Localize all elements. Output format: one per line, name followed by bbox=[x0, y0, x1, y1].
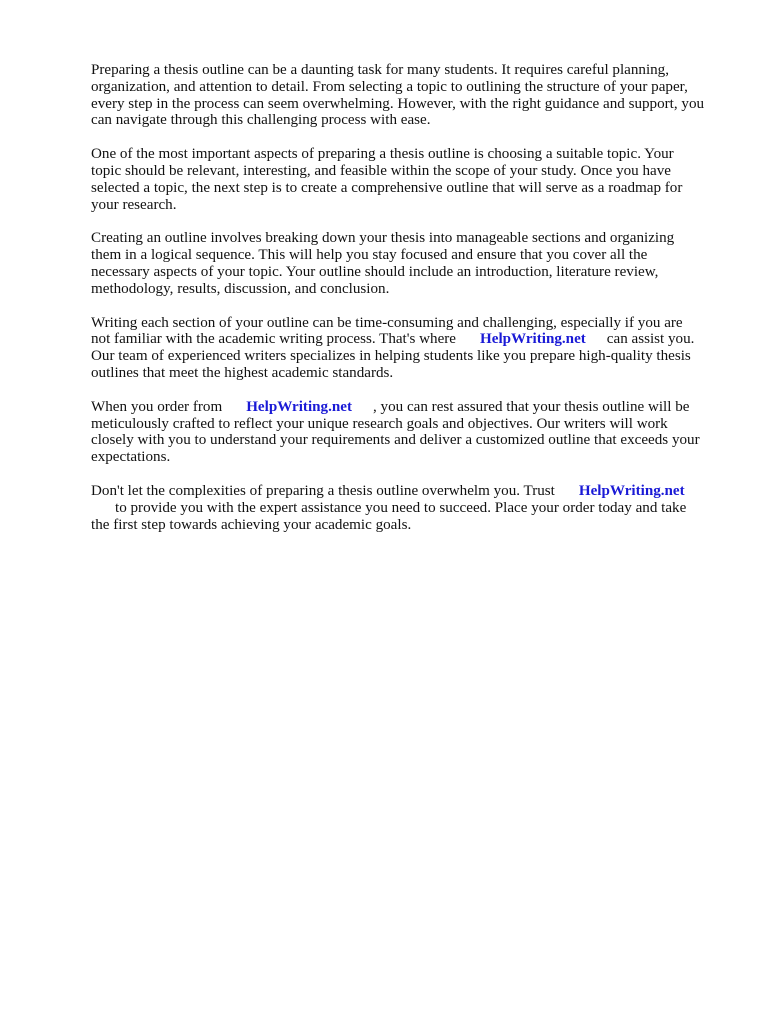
text-fragment: can assist you. bbox=[606, 331, 695, 348]
text-fragment: not familiar with the academic writing process. That's where bbox=[91, 331, 456, 348]
text-line: Preparing a thesis outline can be a daunting task for many students. It requires careful planning, bbox=[91, 62, 670, 78]
text-line: them in a logical sequence. This will help you stay focused and ensure that you cover all the bbox=[91, 247, 648, 264]
helpwriting-link[interactable]: HelpWriting.net bbox=[246, 398, 352, 415]
text-fragment: When you order from bbox=[91, 398, 223, 415]
helpwriting-link[interactable]: HelpWriting.net bbox=[578, 482, 685, 499]
text-line: necessary aspects of your topic. Your outline should include an introduction, literature review, bbox=[91, 263, 659, 280]
paragraph-writing bbox=[91, 315, 731, 382]
text-line: can navigate through this challenging process with ease. bbox=[91, 112, 431, 129]
paragraph-trust bbox=[91, 483, 731, 533]
text-fragment: , you can rest assured that your thesis outline will be bbox=[372, 398, 690, 415]
text-line bbox=[91, 399, 731, 416]
paragraph-order bbox=[91, 399, 731, 466]
text-line: organization, and attention to detail. From selecting a topic to outlining the structure of your paper, bbox=[91, 78, 688, 95]
text-line: Creating an outline involves breaking down your thesis into manageable sections and organizing bbox=[91, 230, 675, 247]
document-page bbox=[91, 62, 731, 550]
text-line: meticulously crafted to reflect your unique research goals and objectives. Our writers will work bbox=[91, 415, 668, 432]
text-line: One of the most important aspects of preparing a thesis outline is choosing a suitable topic. Your bbox=[91, 146, 674, 163]
text-line: closely with you to understand your requirements and deliver a customized outline that exceeds your bbox=[91, 432, 700, 449]
text-line: the first step towards achieving your academic goals. bbox=[91, 516, 412, 533]
text-line: methodology, results, discussion, and conclusion. bbox=[91, 280, 390, 297]
helpwriting-link[interactable]: HelpWriting.net bbox=[480, 331, 586, 348]
text-line: every step in the process can seem overwhelming. However, with the right guidance and support, you bbox=[91, 95, 705, 112]
text-fragment: Don't let the complexities of preparing a thesis outline overwhelm you. Trust bbox=[91, 482, 555, 499]
text-line: your research. bbox=[91, 196, 177, 213]
text-line: expectations. bbox=[91, 449, 171, 466]
paragraph-intro bbox=[91, 62, 731, 129]
text-line bbox=[91, 483, 731, 500]
paragraph-topic bbox=[91, 146, 731, 213]
text-line bbox=[91, 331, 731, 348]
text-line: topic should be relevant, interesting, and feasible within the scope of your study. Once you have bbox=[91, 162, 671, 179]
text-line: Our team of experienced writers specializes in helping students like you prepare high-quality thesis bbox=[91, 348, 691, 365]
text-line: Writing each section of your outline can be time-consuming and challenging, especially if you are bbox=[91, 314, 683, 331]
text-line: to provide you with the expert assistance you need to succeed. Place your order today and take bbox=[115, 499, 687, 516]
text-line: outlines that meet the highest academic standards. bbox=[91, 364, 394, 381]
text-line: selected a topic, the next step is to create a comprehensive outline that will serve as a roadmap for bbox=[91, 179, 683, 196]
paragraph-outline bbox=[91, 230, 731, 297]
